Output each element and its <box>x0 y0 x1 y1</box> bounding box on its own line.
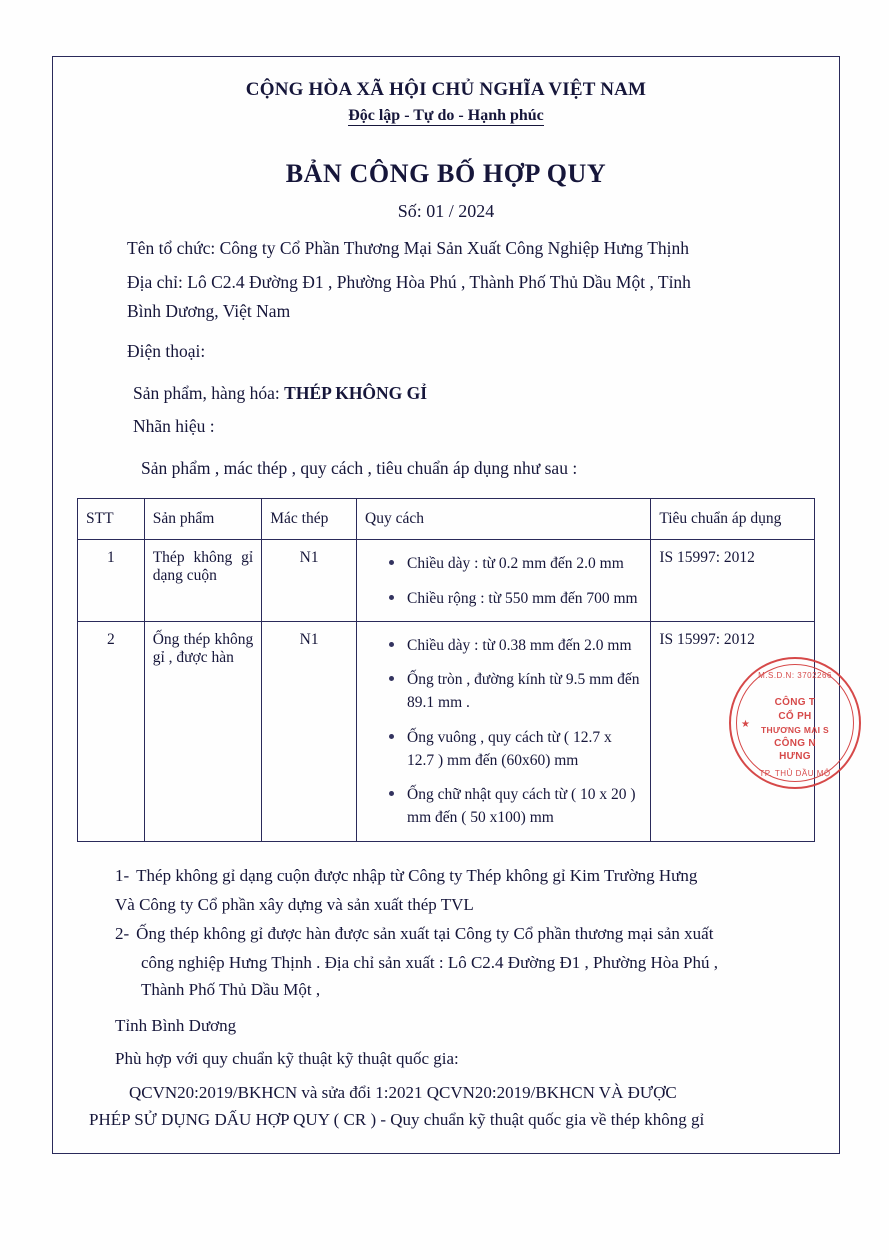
seal-registration-number: M.S.D.N: 3702266 <box>758 671 832 680</box>
note-2-text: Ống thép không gỉ được hàn được sản xuất tại Công ty Cổ phần thương mại sản xuất <box>136 924 714 944</box>
table-intro-line: Sản phẩm , mác thép , quy cách , tiêu chuẩn áp dụng như sau : <box>141 458 578 479</box>
brand-line: Nhãn hiệu : <box>133 415 215 436</box>
note-2-number: 2- <box>115 924 130 944</box>
spec-list <box>365 552 642 610</box>
document-content <box>53 57 839 1134</box>
spec-table <box>77 498 815 841</box>
org-address-line-1: Địa chỉ: Lô C2.4 Đường Đ1 , Phường Hòa Phú , Thành Phố Thủ Dầu Một , Tỉnh <box>127 272 691 293</box>
cell-grade: N1 <box>262 621 357 841</box>
conformity-line-1: QCVN20:2019/BKHCN và sửa đổi 1:2021 QCVN20:2019/BKHCN VÀ ĐƯỢC <box>129 1082 677 1102</box>
org-name-line: Tên tổ chức: Công ty Cổ Phần Thương Mại Sản Xuất Công Nghiệp Hưng Thịnh <box>127 238 690 258</box>
cell-standard: IS 15997: 2012 <box>651 540 815 622</box>
col-header-spec: Quy cách <box>357 499 651 540</box>
note-1-text: Thép không gỉ dạng cuộn được nhập từ Công ty Thép không gỉ Kim Trường Hưng <box>136 865 698 885</box>
note-2-continuation-1: công nghiệp Hưng Thịnh . Địa chỉ sản xuất : Lô C2.4 Đường Đ1 , Phường Hòa Phú , <box>141 953 718 973</box>
seal-line-2: CỔ PH <box>778 711 812 722</box>
product-value: THÉP KHÔNG GỈ <box>284 383 428 404</box>
document-border-frame <box>52 56 840 1154</box>
national-motto-text: Độc lập - Tự do - Hạnh phúc <box>348 107 544 124</box>
seal-line-3: THƯƠNG MẠI S <box>761 725 829 735</box>
cell-spec <box>357 621 651 841</box>
cell-product: Ống thép không gỉ , được hàn <box>144 621 262 841</box>
spec-list <box>365 634 642 830</box>
note-2-continuation-2: Thành Phố Thủ Dầu Một , <box>141 980 321 1000</box>
col-header-grade: Mác thép <box>262 499 357 540</box>
conformity-line-2: PHÉP SỬ DỤNG DẤU HỢP QUY ( CR ) - Quy chuẩn kỹ thuật quốc gia về thép không gỉ <box>89 1110 705 1130</box>
list-item: Chiều dày : từ 0.38 mm đến 2.0 mm <box>389 634 642 657</box>
spec-table-wrapper <box>75 498 817 841</box>
org-address-line-2: Bình Dương, Việt Nam <box>127 300 291 321</box>
col-header-standard: Tiêu chuẩn áp dụng <box>651 499 815 540</box>
list-item: Chiều dày : từ 0.2 mm đến 2.0 mm <box>389 552 642 575</box>
conformity-label: Phù hợp với quy chuẩn kỹ thuật kỹ thuật quốc gia: <box>115 1049 459 1069</box>
seal-line-5: HƯNG <box>779 751 811 762</box>
document-number: Số: 01 / 2024 <box>397 201 495 221</box>
note-1-number: 1- <box>115 865 130 885</box>
cell-stt: 2 <box>78 621 145 841</box>
list-item: Chiều rộng : từ 550 mm đến 700 mm <box>389 587 642 610</box>
table-row <box>78 621 815 841</box>
product-line <box>75 379 817 407</box>
cell-product: Thép không gỉ dạng cuộn <box>144 540 262 622</box>
table-row <box>78 540 815 622</box>
notes-section <box>75 862 817 1004</box>
cell-grade: N1 <box>262 540 357 622</box>
seal-location: TP. THỦ DẦU MỘ <box>759 769 831 778</box>
org-phone-line: Điện thoại: <box>127 341 206 362</box>
list-item: Ống tròn , đường kính từ 9.5 mm đến 89.1 mm . <box>389 668 642 715</box>
cell-stt: 1 <box>78 540 145 622</box>
product-label: Sản phẩm, hàng hóa: <box>133 383 280 404</box>
national-motto <box>75 107 817 125</box>
cell-spec <box>357 540 651 622</box>
list-item: Ống chữ nhật quy cách từ ( 10 x 20 ) mm đến ( 50 x100) mm <box>389 783 642 830</box>
note-1-continuation: Và Công ty Cổ phần xây dựng và sản xuất thép TVL <box>115 894 474 914</box>
col-header-product: Sản phẩm <box>144 499 262 540</box>
tail-section <box>75 1012 817 1134</box>
seal-star-icon: ★ <box>741 719 750 730</box>
table-header-row <box>78 499 815 540</box>
seal-line-1: CÔNG T <box>774 697 816 708</box>
list-item: Ống vuông , quy cách từ ( 12.7 x 12.7 ) mm đến (60x60) mm <box>389 726 642 773</box>
spec-table-body <box>78 540 815 841</box>
spec-table-head <box>78 499 815 540</box>
col-header-stt: STT <box>78 499 145 540</box>
page-title: BẢN CÔNG BỐ HỢP QUY <box>285 159 607 188</box>
note-1 <box>115 862 811 889</box>
seal-line-4: CÔNG N <box>774 738 816 749</box>
national-title: CỘNG HÒA XÃ HỘI CHỦ NGHĨA VIỆT NAM <box>245 79 647 100</box>
note-2 <box>115 920 811 947</box>
province-line: Tỉnh Bình Dương <box>115 1015 237 1035</box>
cell-standard: IS 15997: 2012 <box>651 621 815 841</box>
